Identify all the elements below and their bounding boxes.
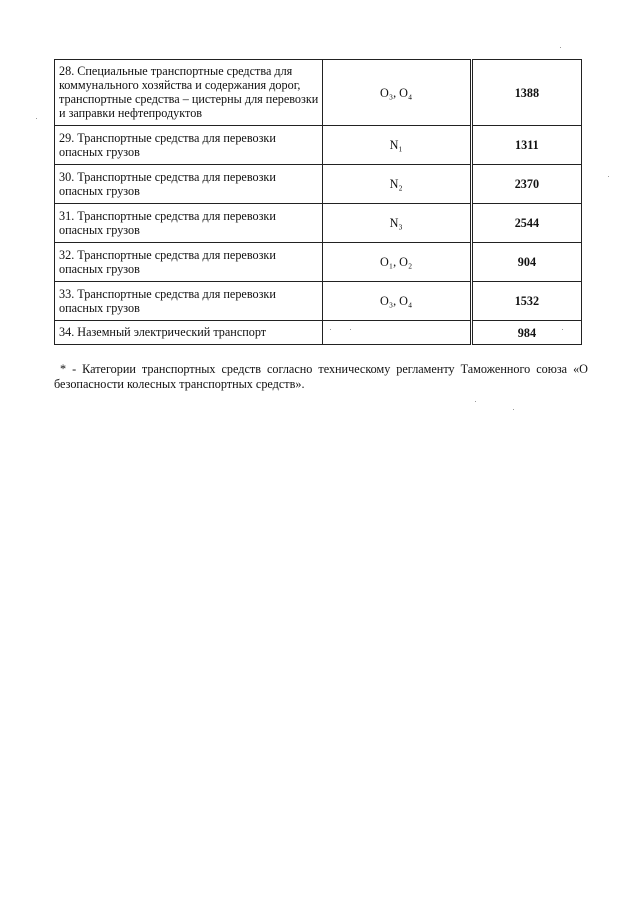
footnote [54, 362, 588, 392]
vehicle-category-cell: N₁ [322, 126, 471, 165]
scan-speck [513, 409, 514, 410]
vehicle-category-cell: O₃, O₄ [322, 282, 471, 321]
value-cell: 984 [471, 321, 581, 345]
scan-speck [562, 329, 563, 330]
scan-speck [475, 401, 476, 402]
value-cell: 2544 [471, 204, 581, 243]
vehicle-type-cell: 28. Специальные транспортные средства для коммунального хозяйства и содержания дорог, транспортные средства – цистерны для перевозки и заправки нефтепродуктов [55, 60, 323, 126]
table-row [55, 321, 582, 345]
vehicle-type-cell: 31. Транспортные средства для перевозки опасных грузов [55, 204, 323, 243]
table-row [55, 282, 582, 321]
footnote-text: * - Категории транспортных средств согласно техническому регламенту Таможенного союза «О безопасности колесных транспортных средств». [54, 362, 588, 391]
value-cell: 1532 [471, 282, 581, 321]
vehicle-category-cell: O₁, O₂ [322, 243, 471, 282]
scan-speck [36, 118, 37, 119]
vehicle-type-cell: 34. Наземный электрический транспорт [55, 321, 323, 345]
tariff-table [54, 59, 582, 345]
vehicle-type-cell: 30. Транспортные средства для перевозки опасных грузов [55, 165, 323, 204]
value-cell: 1311 [471, 126, 581, 165]
vehicle-category-cell [322, 321, 471, 345]
vehicle-category-cell: O₃, O₄ [322, 60, 471, 126]
value-cell: 2370 [471, 165, 581, 204]
vehicle-category-cell: N₂ [322, 165, 471, 204]
scan-speck [330, 329, 331, 330]
table-row [55, 204, 582, 243]
scan-speck [560, 47, 561, 48]
vehicle-type-cell: 33. Транспортные средства для перевозки опасных грузов [55, 282, 323, 321]
value-cell: 904 [471, 243, 581, 282]
scan-speck [350, 329, 351, 330]
scan-speck [608, 176, 609, 177]
vehicle-category-cell: N₃ [322, 204, 471, 243]
value-cell: 1388 [471, 60, 581, 126]
table-row [55, 126, 582, 165]
table-row [55, 60, 582, 126]
vehicle-type-cell: 29. Транспортные средства для перевозки опасных грузов [55, 126, 323, 165]
table-row [55, 165, 582, 204]
table-row [55, 243, 582, 282]
vehicle-type-cell: 32. Транспортные средства для перевозки опасных грузов [55, 243, 323, 282]
